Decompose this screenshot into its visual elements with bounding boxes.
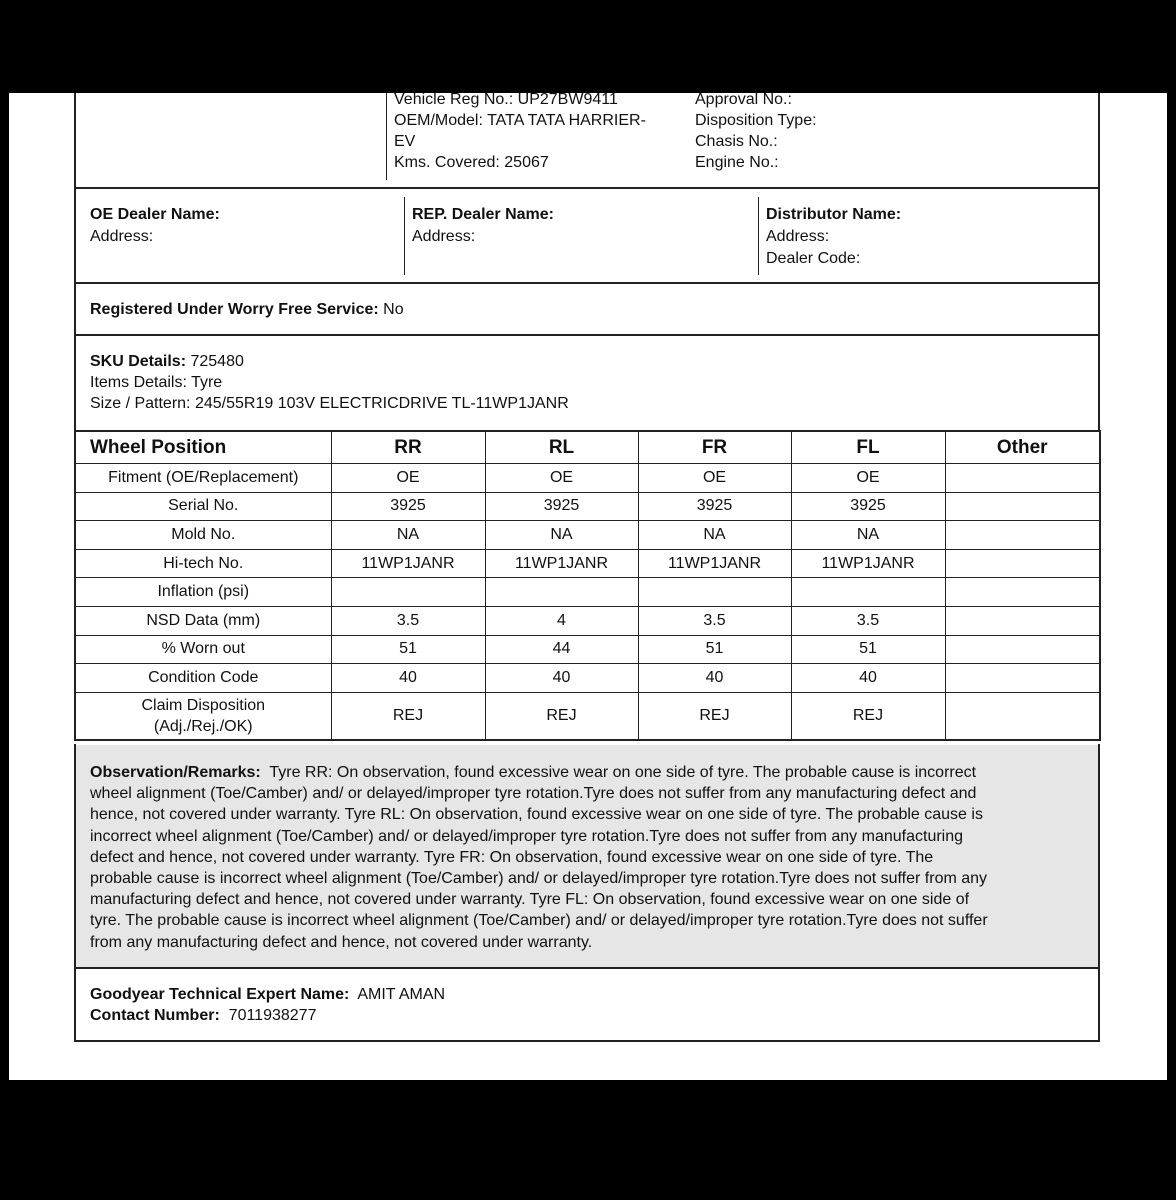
cell: OE: [331, 464, 485, 493]
cell: [945, 492, 1100, 521]
cell: 11WP1JANR: [791, 549, 945, 578]
row-label: [75, 692, 331, 740]
cell: [945, 521, 1100, 550]
cell: 40: [485, 664, 638, 693]
cell: OE: [638, 464, 791, 493]
cell: REJ: [485, 692, 638, 740]
sku-section: [74, 334, 1100, 432]
obs-line-7: tyre. The probable cause is incorrect wheel alignment (Toe/Camber) and/ or delayed/improper tyre rotation.Tyre does not suffer: [90, 912, 988, 930]
contact-number: Contact Number: 7011938277: [90, 1007, 317, 1024]
oe-dealer-address: Address:: [90, 228, 154, 245]
worry-free-service: Registered Under Worry Free Service: No: [90, 301, 404, 318]
obs-line-6: manufacturing defect and hence, not covered under warranty. Tyre FL: On observation, found excessive wear on one side of: [90, 891, 970, 909]
cell: [945, 635, 1100, 664]
items-details: Items Details: Tyre: [90, 374, 223, 391]
cell: [638, 578, 791, 607]
dealer-section: [74, 187, 1100, 283]
vehicle-section: [74, 93, 1100, 188]
rep-dealer-address: Address:: [412, 228, 476, 245]
table-row: [75, 578, 1100, 607]
header-fr: FR: [638, 431, 791, 464]
table-row: [75, 606, 1100, 635]
table-row-claim-disposition: [75, 692, 1100, 740]
cell: OE: [485, 464, 638, 493]
cell: 40: [638, 664, 791, 693]
obs-line-0: Observation/Remarks: Tyre RR: On observation, found excessive wear on one side of tyre. The probable cause is incorrect: [90, 764, 977, 781]
row-label: Condition Code: [75, 664, 331, 693]
kms-covered: Kms. Covered: 25067: [394, 154, 549, 171]
wheel-position-table: [74, 430, 1101, 741]
row-label: NSD Data (mm): [75, 606, 331, 635]
cell: 44: [485, 635, 638, 664]
disposition-type: Disposition Type:: [695, 112, 817, 129]
obs-line-5: probable cause is incorrect wheel alignment (Toe/Camber) and/ or delayed/improper tyre rotation.Tyre does not suffer from any: [90, 870, 988, 888]
cell: 40: [791, 664, 945, 693]
cell: NA: [638, 521, 791, 550]
table-row: [75, 492, 1100, 521]
claim-label-line1: Claim Disposition: [141, 696, 266, 714]
dealer-code: Dealer Code:: [766, 250, 861, 267]
sku-details: SKU Details: 725480: [90, 353, 244, 370]
cell: 11WP1JANR: [638, 549, 791, 578]
table-row: [75, 464, 1100, 493]
header-wheel-position: Wheel Position: [75, 431, 331, 464]
cell: 3925: [638, 492, 791, 521]
table-row: [75, 521, 1100, 550]
engine-no: Engine No.:: [695, 154, 779, 171]
vehicle-reg-no: Vehicle Reg No.: UP27BW9411: [394, 91, 618, 108]
distributor-name: Distributor Name:: [766, 206, 902, 223]
cell: [791, 578, 945, 607]
cell: REJ: [638, 692, 791, 740]
distributor-address: Address:: [766, 228, 830, 245]
table-row: [75, 549, 1100, 578]
chasis-no: Chasis No.:: [695, 133, 778, 150]
obs-line-4: defect and hence, not covered under warranty. Tyre FR: On observation, found excessive wear on one side of tyre. The: [90, 848, 934, 866]
header-rr: RR: [331, 431, 485, 464]
row-label: Serial No.: [75, 492, 331, 521]
row-label: Fitment (OE/Replacement): [75, 464, 331, 493]
claim-label-line2: (Adj./Rej./OK): [153, 717, 253, 735]
cell: REJ: [791, 692, 945, 740]
header-rl: RL: [485, 431, 638, 464]
cell: NA: [791, 521, 945, 550]
cell: 51: [791, 635, 945, 664]
oe-dealer-name: OE Dealer Name:: [90, 206, 220, 223]
cell: 40: [331, 664, 485, 693]
cell: 3925: [791, 492, 945, 521]
cell: OE: [791, 464, 945, 493]
row-label: Inflation (psi): [75, 578, 331, 607]
oem-model: OEM/Model: TATA TATA HARRIER-: [394, 112, 646, 129]
expert-section: [74, 967, 1100, 1042]
cell: [945, 549, 1100, 578]
header-other: Other: [945, 431, 1100, 464]
cell: 4: [485, 606, 638, 635]
observation-remarks: [76, 745, 1098, 967]
cell: 51: [331, 635, 485, 664]
approval-no: Approval No.:: [695, 91, 792, 108]
worry-free-section: [74, 282, 1100, 335]
expert-name: Goodyear Technical Expert Name: AMIT AMAN: [90, 986, 446, 1003]
cell: [331, 578, 485, 607]
cell: [945, 578, 1100, 607]
obs-line-3: incorrect wheel alignment (Toe/Camber) and/ or delayed/improper tyre rotation.Tyre does not suffer from any manufacturing: [90, 827, 964, 845]
table-header-row: [75, 431, 1100, 464]
cell: [945, 692, 1100, 740]
obs-line-1: wheel alignment (Toe/Camber) and/ or delayed/improper tyre rotation.Tyre does not suffer from any manufacturing defect and: [90, 785, 977, 803]
cell: [945, 606, 1100, 635]
cell: 11WP1JANR: [331, 549, 485, 578]
table-row: [75, 664, 1100, 693]
cell: [945, 664, 1100, 693]
cell: 3.5: [791, 606, 945, 635]
oem-model-cont: EV: [394, 133, 416, 150]
size-pattern: Size / Pattern: 245/55R19 103V ELECTRICDRIVE TL-11WP1JANR: [90, 395, 569, 412]
cell: 51: [638, 635, 791, 664]
row-label: Hi-tech No.: [75, 549, 331, 578]
cell: NA: [331, 521, 485, 550]
obs-line-2: hence, not covered under warranty. Tyre RL: On observation, found excessive wear on one side of tyre. The probable cause is: [90, 806, 983, 824]
cell: 11WP1JANR: [485, 549, 638, 578]
cell: 3925: [331, 492, 485, 521]
obs-line-8: from any manufacturing defect and hence, not covered under warranty.: [90, 933, 593, 951]
header-fl: FL: [791, 431, 945, 464]
cell: 3.5: [638, 606, 791, 635]
cell: REJ: [331, 692, 485, 740]
cell: [485, 578, 638, 607]
row-label: Mold No.: [75, 521, 331, 550]
rep-dealer-name: REP. Dealer Name:: [412, 206, 554, 223]
table-row: [75, 635, 1100, 664]
row-label: % Worn out: [75, 635, 331, 664]
cell: 3925: [485, 492, 638, 521]
cell: 3.5: [331, 606, 485, 635]
cell: [945, 464, 1100, 493]
cell: NA: [485, 521, 638, 550]
